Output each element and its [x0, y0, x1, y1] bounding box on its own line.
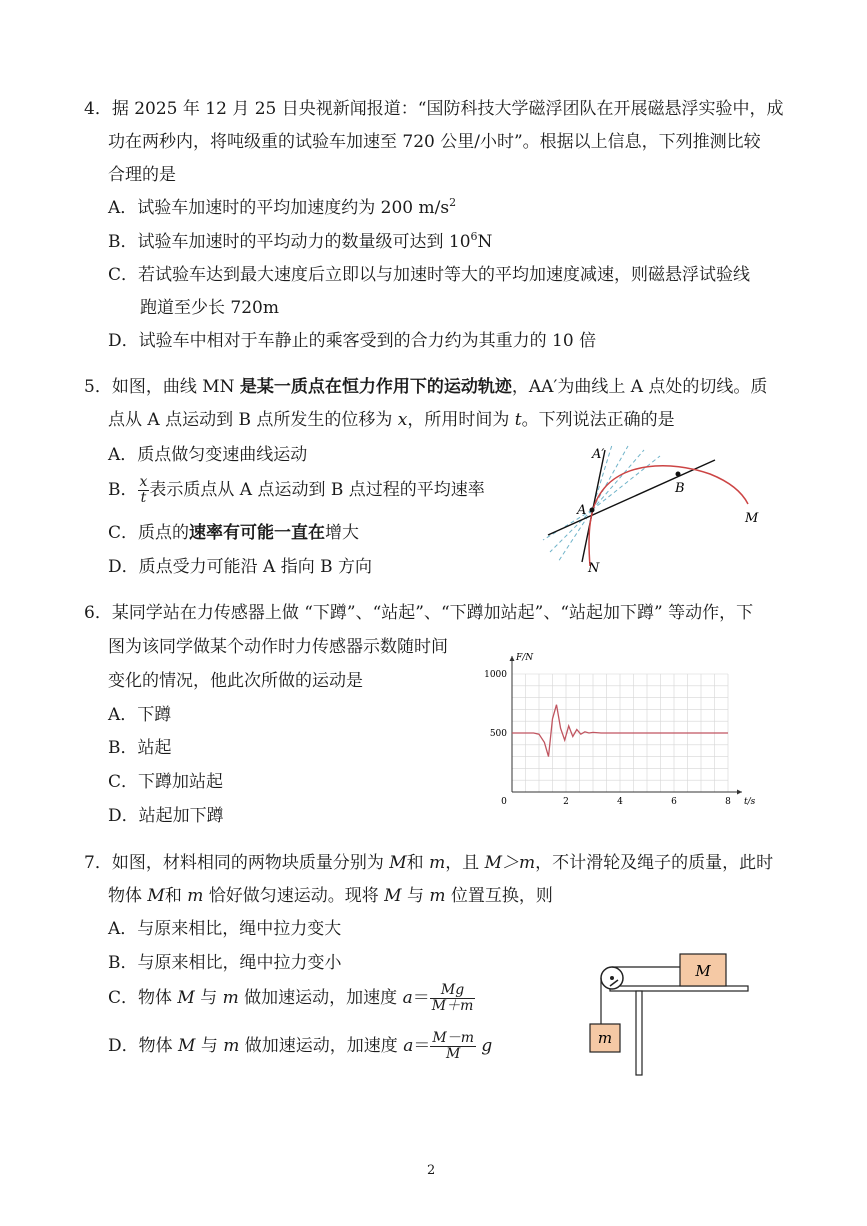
q4-option-b: B．试验车加速时的平均动力的数量级可达到 $10^6N$	[108, 230, 493, 252]
y-tick-label: 500	[489, 729, 507, 739]
label-b: B	[675, 481, 685, 496]
x-tick-label: 4	[617, 797, 623, 807]
x-tick-label: 0	[501, 797, 507, 807]
q4-stem-line-3: 合理的是	[108, 165, 176, 185]
q5-option-a: A．质点做匀变速曲线运动	[108, 445, 308, 465]
q4-stem-line-1: 4．据 2025 年 12 月 25 日央视新闻报道：“国防科技大学磁浮团队在开展磁悬浮实验中，成	[84, 99, 784, 119]
q5-option-c: C．质点的速率有可能一直在增大	[108, 523, 360, 543]
chart-tick-labels	[484, 670, 731, 807]
q5-option-d: D．质点受力可能沿 A 指向 B 方向	[108, 557, 373, 577]
label-m: M	[745, 511, 759, 526]
x-tick-label: 8	[725, 797, 731, 807]
q4-option-a: A．试验车加速时的平均加速度约为 200 $m/s^2$	[108, 196, 457, 218]
q6-option-d: D．站起加下蹲	[108, 806, 224, 826]
y-tick-label: 1000	[484, 670, 507, 680]
q7-pulley-figure	[588, 940, 758, 1080]
y-axis-label: F/N	[516, 653, 534, 663]
label-a-prime: A′	[592, 447, 605, 462]
label-a: A	[577, 503, 587, 518]
q5-trajectory-figure	[540, 440, 780, 575]
y-axis-arrow	[510, 656, 515, 661]
q6-option-a: A．下蹲	[108, 705, 172, 725]
q6-stem-line-3: 变化的情况，他此次所做的运动是	[108, 671, 363, 691]
q4-option-d: D．试验车中相对于车静止的乘客受到的合力约为其重力的 10 倍	[108, 331, 597, 351]
chart-axes	[510, 656, 743, 795]
force-time-chart	[470, 638, 760, 808]
x-tick-label: 6	[671, 797, 677, 807]
q7-option-c: C．物体 M 与 m 做加速运动，加速度 a＝ $\frac{Mg}{M+m}$	[108, 982, 474, 1014]
q4-option-c-line-1: C．若试验车达到最大速度后立即以与加速时等大的平均加速度减速，则磁悬浮试验线	[108, 265, 751, 285]
q4-stem-line-2: 功在两秒内，将吨级重的试验车加速至 720 公里/小时”。根据以上信息，下列推测比较	[108, 132, 761, 152]
page-number: 2	[427, 1163, 436, 1178]
q7-option-b: B．与原来相比，绳中拉力变小	[108, 953, 342, 973]
q5-stem-line-1: 5．如图，曲线 MN 是某一质点在恒力作用下的运动轨迹，AA′为曲线上 A 点处的切线。质	[84, 377, 768, 397]
q7-c-fraction: $\frac{Mg}{M+m}$	[431, 982, 474, 1014]
q7-stem-line-1: 7．如图，材料相同的两物块质量分别为 M和 m，且 M＞m，不计滑轮及绳子的质量，此时	[84, 853, 774, 873]
q5-stem-line-2: 点从 A 点运动到 B 点所发生的位移为 x，所用时间为 t。下列说法正确的是	[108, 410, 675, 430]
q7-d-fraction: $\frac{M-m}{M}$	[432, 1030, 474, 1062]
x-axis-arrow	[737, 790, 742, 795]
x-axis-label: t/s	[744, 797, 756, 807]
q6-stem-line-2: 图为该同学做某个动作时力传感器示数随时间	[108, 637, 448, 657]
q5-option-b: B． $\frac{x}{t}$ 表示质点从 A 点运动到 B 点过程的平均速率	[108, 474, 485, 506]
q6-stem-line-1: 6．某同学站在力传感器上做 “下蹲”、“站起”、“下蹲加站起”、“站起加下蹲” 等动作，下	[84, 603, 754, 623]
q7-stem-line-2: 物体 M和 m 恰好做匀速运动。现将 M 与 m 位置互换，则	[108, 886, 553, 906]
q6-option-b: B．站起	[108, 738, 172, 758]
q7-option-d: D．物体 M 与 m 做加速运动，加速度 a＝ $\frac{M-m}{M}$ g	[108, 1030, 493, 1062]
label-big-m: M	[695, 962, 711, 980]
x-tick-label: 2	[563, 797, 569, 807]
q5-fraction-x-over-t: $\frac{x}{t}$	[139, 474, 148, 506]
q7-option-a: A．与原来相比，绳中拉力变大	[108, 919, 342, 939]
q6-option-c: C．下蹲加站起	[108, 772, 224, 792]
label-small-m: m	[597, 1029, 613, 1047]
q4-option-c-line-2: 跑道至少长 720m	[140, 298, 279, 318]
label-n: N	[588, 561, 600, 575]
